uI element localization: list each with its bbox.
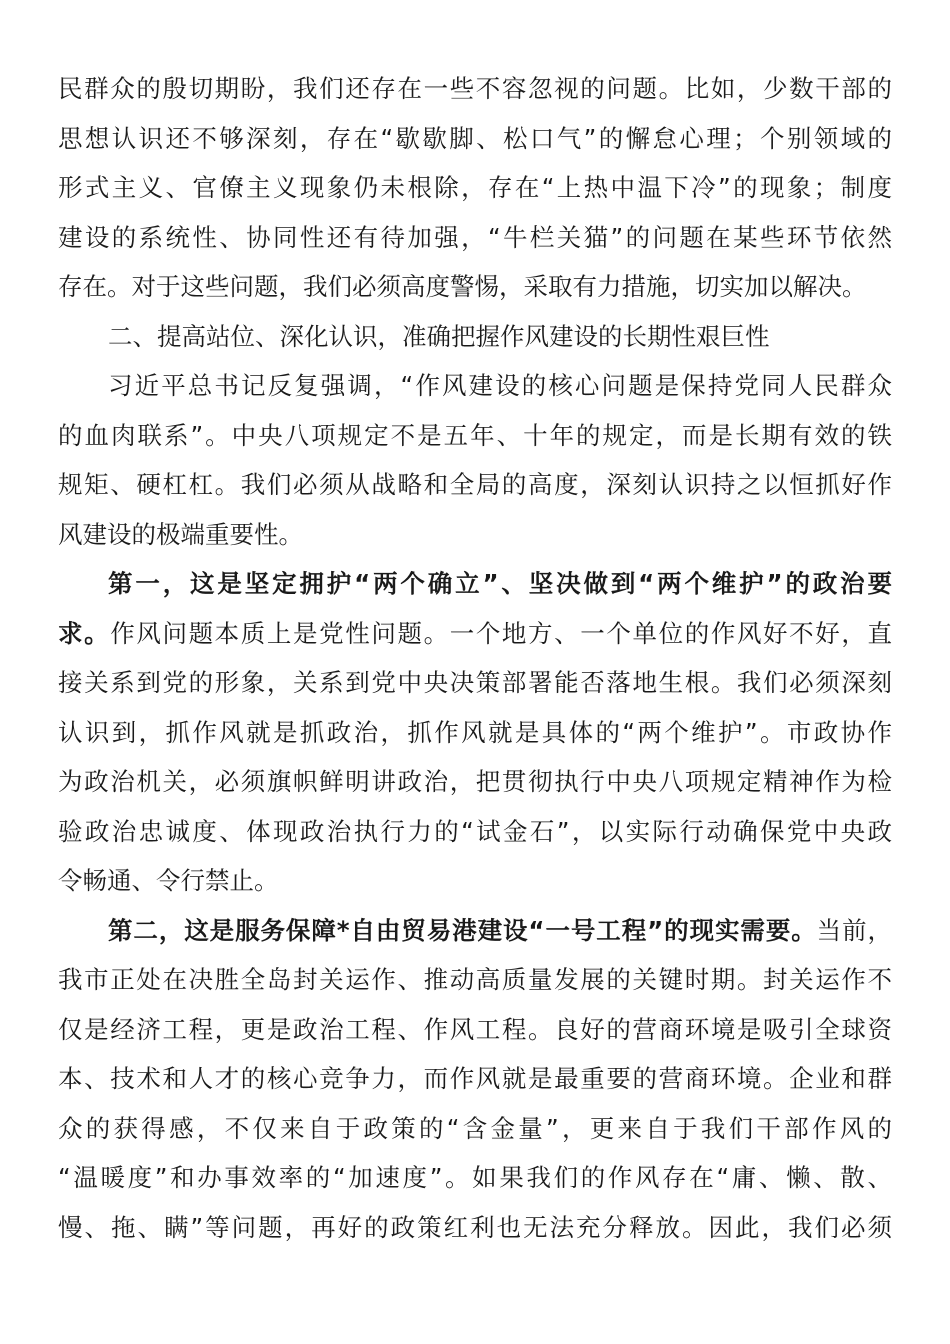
text-run: 的血肉联系”。中央八项规定不是五年、十年的规定，而是长期有效的铁 <box>58 420 892 450</box>
text-run: 验政治忠诚度、体现政治执行力的“试金石”，以实际行动确保党中央政 <box>58 816 892 846</box>
text-line <box>58 460 892 510</box>
text-line <box>58 856 892 906</box>
text-line <box>58 411 892 461</box>
text-run: 认识到，抓作风就是抓政治，抓作风就是具体的“两个维护”。市政协作 <box>58 717 892 747</box>
text-run: 为政治机关，必须旗帜鲜明讲政治，把贯彻执行中央八项规定精神作为检 <box>58 767 892 796</box>
text-run: 习近平总书记反复强调，“作风建设的核心问题是保持党同人民群众 <box>108 371 892 400</box>
text-run: “温暖度”和办事效率的“加速度”。如果我们的作风存在“庸、懒、散、 <box>58 1163 892 1192</box>
text-run: 令畅通、令行禁止。 <box>58 866 279 895</box>
text-line <box>58 1203 892 1253</box>
bold-lead-text: 第二，这是服务保障*自由贸易港建设“一号工程”的现实需要。 <box>108 915 817 945</box>
document-body <box>58 64 892 1252</box>
bold-lead-text: 求。 <box>58 618 111 648</box>
text-run: 众的获得感，不仅来自于政策的“含金量”，更来自于我们干部作风的 <box>58 1113 892 1143</box>
text-run: 慢、拖、瞒”等问题，再好的政策红利也无法充分释放。因此，我们必须 <box>58 1212 892 1242</box>
text-run: 风建设的极端重要性。 <box>58 519 303 549</box>
text-run: 形式主义、官僚主义现象仍未根除，存在“上热中温下冷”的现象；制度 <box>58 173 892 202</box>
text-line <box>58 906 892 956</box>
section-heading <box>58 312 892 362</box>
text-run: 我市正处在决胜全岛封关运作、推动高质量发展的关键时期。封关运作不 <box>58 965 892 994</box>
text-line <box>58 64 892 114</box>
text-line <box>58 262 892 312</box>
text-line <box>58 708 892 758</box>
text-line <box>58 361 892 411</box>
text-run: 仅是经济工程，更是政治工程、作风工程。良好的营商环境是吸引全球资 <box>58 1014 892 1044</box>
text-line <box>58 1054 892 1104</box>
text-line <box>58 609 892 659</box>
text-line <box>58 559 892 609</box>
text-line <box>58 163 892 213</box>
text-run: 作风问题本质上是党性问题。一个地方、一个单位的作风好不好，直 <box>110 618 892 648</box>
text-line <box>58 1104 892 1154</box>
text-line <box>58 1153 892 1203</box>
text-run: 接关系到党的形象，关系到党中央决策部署能否落地生根。我们必须深刻 <box>58 668 892 697</box>
text-run: 本、技术和人才的核心竞争力，而作风就是最重要的营商环境。企业和群 <box>58 1064 892 1093</box>
text-line <box>58 1005 892 1055</box>
text-run: 民群众的殷切期盼，我们还存在一些不容忽视的问题。比如，少数干部的 <box>58 74 892 103</box>
text-line <box>58 213 892 263</box>
text-line <box>58 757 892 807</box>
text-line <box>58 510 892 560</box>
text-run: 存在。对于这些问题，我们必须高度警惕，采取有力措施，切实加以解决。 <box>58 272 867 301</box>
text-line <box>58 955 892 1005</box>
text-line <box>58 807 892 857</box>
text-line <box>58 658 892 708</box>
text-run: 当前， <box>816 915 892 945</box>
text-run: 思想认识还不够深刻，存在“歇歇脚、松口气”的懈怠心理；个别领域的 <box>58 123 892 153</box>
text-run: 规矩、硬杠杠。我们必须从战略和全局的高度，深刻认识持之以恒抓好作 <box>58 470 892 499</box>
section-heading-text: 二、提高站位、深化认识，准确把握作风建设的长期性艰巨性 <box>108 321 770 351</box>
text-run: 建设的系统性、协同性还有待加强，“牛栏关猫”的问题在某些环节依然 <box>58 222 892 252</box>
text-line <box>58 114 892 164</box>
bold-lead-text: 第一，这是坚定拥护“两个确立”、坚决做到“两个维护”的政治要 <box>108 569 892 598</box>
